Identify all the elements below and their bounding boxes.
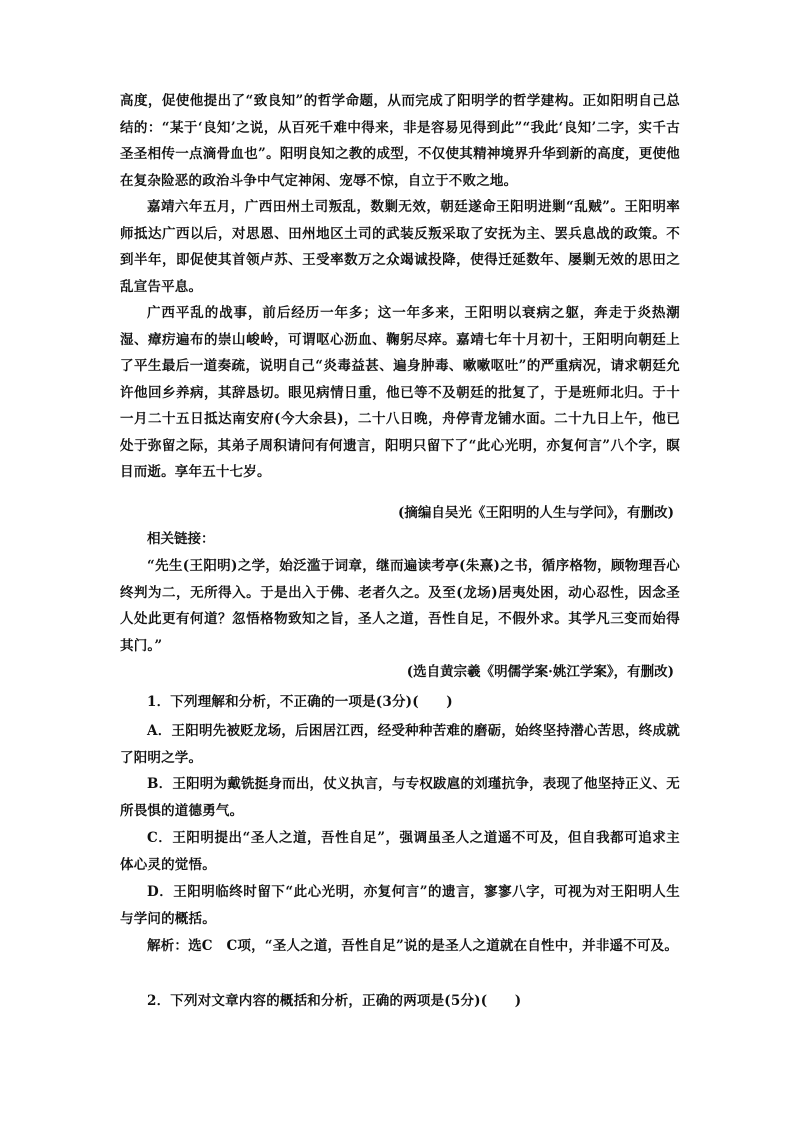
- related-link-label: 相关链接：: [147, 531, 215, 547]
- question-1-stem: 1．下列理解和分析，不正确的一项是(3分)( ): [147, 694, 453, 710]
- article-source: (摘编自吴光《王阳明的人生与学问》，有删改): [397, 505, 674, 521]
- article-paragraph-2: 嘉靖六年五月，广西田州土司叛乱，数剿无效，朝廷遂命王阳明进剿“乱贼”。王阳明率师抵达广西以后，对思恩、田州地区土司的武装反叛采取了安抚为主、罢兵息战的政策。不到半年，即促使其首领卢苏、王受率数万之众竭诚投降，使得迁延数年、屡剿无效的思田之乱宣告平息。: [120, 199, 680, 295]
- article-paragraph-3: 广西平乱的战事，前后经历一年多；这一年多来，王阳明以衰病之躯，奔走于炎热潮湿、瘴疠遍布的崇山峻岭，可谓呕心沥血、鞠躬尽瘁。嘉靖七年十月初十，王阳明向朝廷上了平生最后一道奏疏，说明自己“炎毒益甚、遍身肿毒、嗽嗽呕吐”的严重病况，请求朝廷允许他回乡养病，其辞恳切。眼见病情日重，他已等不及朝廷的批复了，于是班师北归。于十一月二十五日抵达南安府(今大余县)，二十八日晚，舟停青龙铺水面。二十九日上午，他已处于弥留之际，其弟子周积请问有何遗言，阳明只留下了“此心光明，亦复何言”八个字，瞑目而逝。享年五十七岁。: [120, 305, 680, 480]
- related-link-quote: “先生(王阳明)之学，始泛滥于词章，继而遍读考亭(朱熹)之书，循序格物，顾物理吾心终判为二，无所得入。于是出入于佛、老者久之。及至(龙场)居夷处困，动心忍性，因念圣人处此更有何道？忽悟格物致知之旨，圣人之道，吾性自足，不假外求。其学凡三变而始得其门。”: [120, 558, 680, 654]
- question-1-option-b: B．王阳明为戴铣挺身而出，仗义执言，与专权跋扈的刘瑾抗争，表现了他坚持正义、无所畏惧的道德勇气。: [120, 776, 680, 819]
- question-2-stem: 2．下列对文章内容的概括和分析，正确的两项是(5分)( ): [147, 993, 522, 1009]
- question-1-option-a: A．王阳明先被贬龙场，后困居江西，经受种种苦难的磨砺，始终坚持潜心苦思，终成就了阳明之学。: [120, 723, 680, 766]
- question-1-option-c: C．王阳明提出“圣人之道，吾性自足”，强调虽圣人之道遥不可及，但自我都可追求主体心灵的觉悟。: [120, 830, 680, 873]
- question-1-analysis: 解析：选C C项，“圣人之道，吾性自足”说的是圣人之道就在自性中，并非遥不可及。: [147, 938, 679, 954]
- question-1-option-d: D．王阳明临终时留下“此心光明，亦复何言”的遗言，寥寥八字，可视为对王阳明人生与学问的概括。: [120, 884, 680, 927]
- article-paragraph-1: 高度，促使他提出了“致良知”的哲学命题，从而完成了阳明学的哲学建构。正如阳明自己总结的：“某于‘良知’之说，从百死千难中得来，非是容易见得到此”“我此‘良知’二字，实千古圣圣相传一点滴骨血也”。阳明良知之教的成型，不仅使其精神境界升华到新的高度，更使他在复杂险恶的政治斗争中气定神闲、宠辱不惊，自立于不败之地。: [120, 93, 680, 189]
- quote-source: (选自黄宗羲《明儒学案·姚江学案》，有删改): [406, 664, 674, 680]
